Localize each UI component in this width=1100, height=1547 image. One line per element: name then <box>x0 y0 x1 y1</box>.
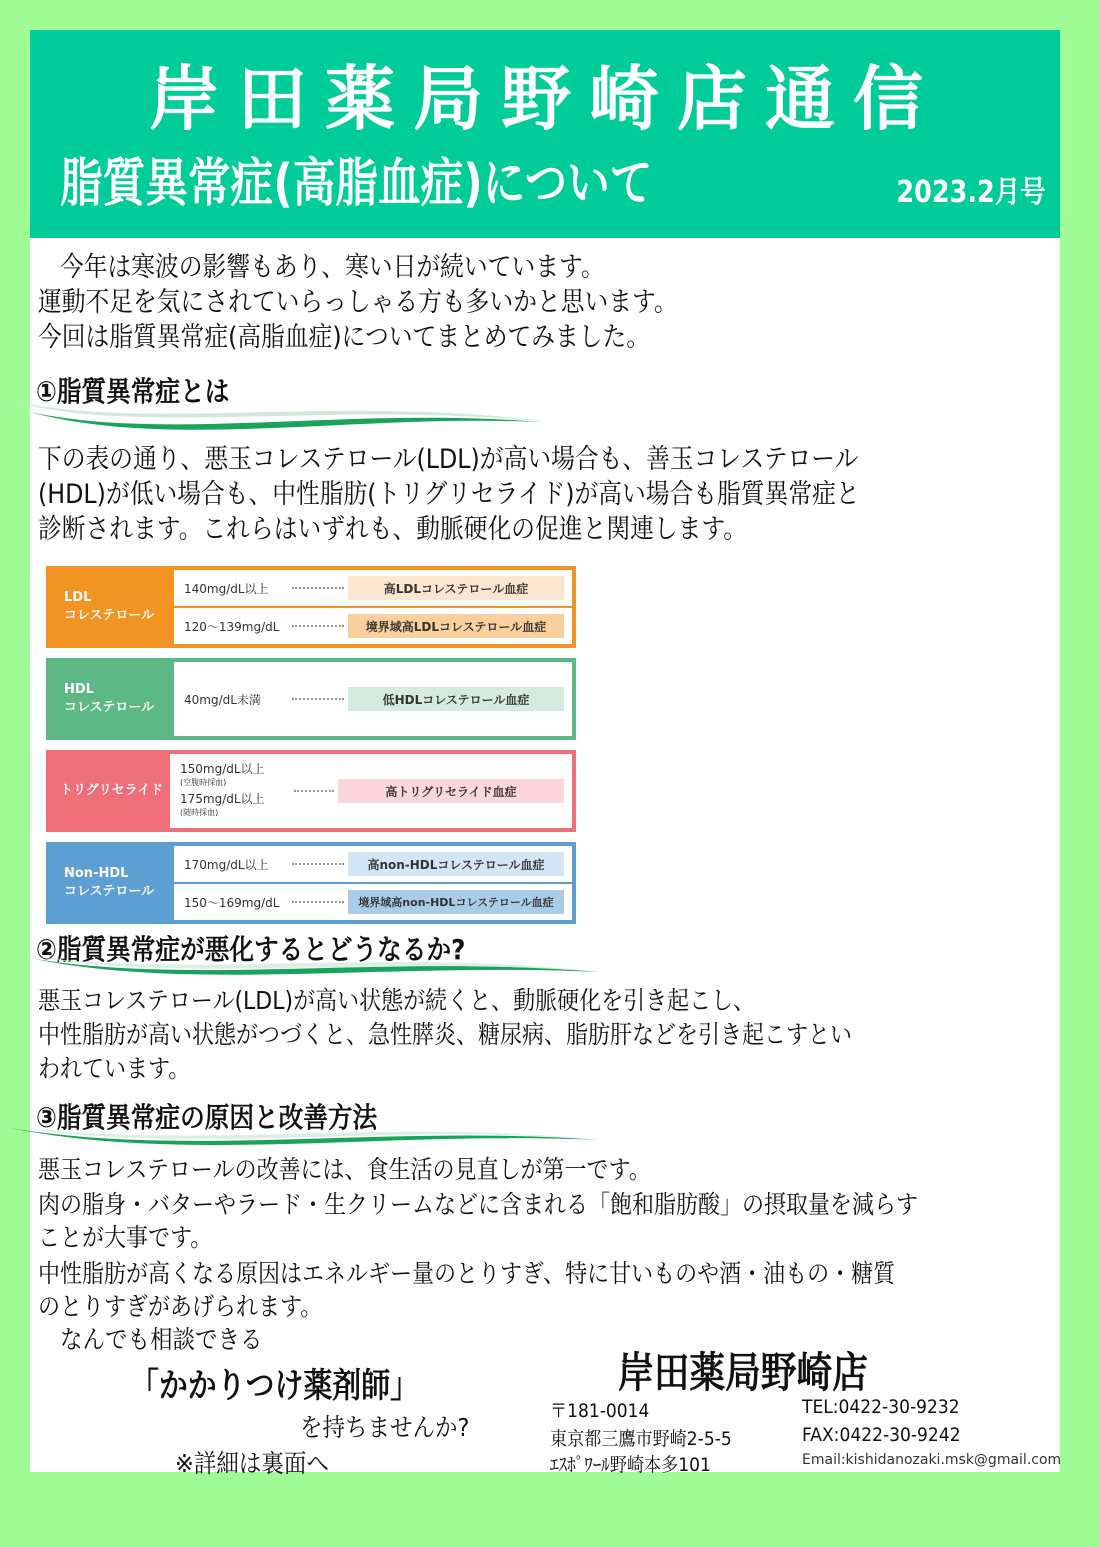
promo-details-note: ※詳細は裏面へ <box>175 1449 329 1478</box>
swoosh-decoration <box>10 392 570 442</box>
section1-heading: ①脂質異常症とは <box>36 375 230 408</box>
table-row: 120〜139mg/dL 境界域高LDLコレステロール血症 <box>174 608 572 644</box>
intro-line-2: 運動不足を気にされていらっしゃる方も多いかと思います。 <box>38 287 678 318</box>
section3-heading: ③脂質異常症の原因と改善方法 <box>36 1101 378 1134</box>
intro-line-3: 今回は脂質異常症(高脂血症)についてまとめてみました。 <box>38 322 651 353</box>
section1-line-3: 診断されます。これらはいずれも、動脈硬化の促進と関連します。 <box>38 514 748 545</box>
group-label: HDL コレステロール <box>50 662 174 736</box>
section3-line-2: 肉の脂身・バターやラード・生クリームなどに含まれる「飽和脂肪酸」の摂取量を減らす <box>38 1190 919 1219</box>
table-group-ldl <box>46 566 576 648</box>
group-label: LDL コレステロール <box>50 570 174 644</box>
table-group-non-hdl <box>46 842 576 924</box>
address-line-2: ｴｽﾎﾟﾜｰﾙ野崎本多101 <box>550 1454 711 1476</box>
promo-line-1: なんでも相談できる <box>60 1325 263 1354</box>
issue-label: 2023.2月号 <box>896 175 1046 210</box>
promo-line-3: を持ちませんか? <box>300 1413 470 1442</box>
table-group-hdl <box>46 658 576 740</box>
section3-line-4: 中性脂肪が高くなる原因はエネルギー量のとりすぎ、特に甘いものや酒・油もの・糖質 <box>38 1259 896 1288</box>
section2-line-3: われています。 <box>38 1054 191 1083</box>
tel-number: TEL:0422-30-9232 <box>802 1396 960 1418</box>
section3-line-1: 悪玉コレステロールの改善には、食生活の見直しが第一です。 <box>38 1155 651 1184</box>
section2-line-1: 悪玉コレステロール(LDL)が高い状態が続くと、動脈硬化を引き起こし、 <box>38 986 756 1015</box>
intro-line-1: 今年は寒波の影響もあり、寒い日が続いています。 <box>60 252 605 283</box>
address-line-1: 東京都三鷹市野崎2-5-5 <box>550 1428 732 1450</box>
table-group-triglyceride <box>46 750 576 832</box>
newsletter-sheet <box>30 30 1062 1478</box>
table-row: 170mg/dL以上 高non-HDLコレステロール血症 <box>174 846 572 884</box>
group-label: Non-HDL コレステロール <box>50 846 174 920</box>
promo-line-2: 「かかりつけ薬剤師」 <box>130 1366 419 1406</box>
section3-line-3: ことが大事です。 <box>38 1223 213 1252</box>
section1-line-2: (HDL)が低い場合も、中性脂肪(トリグリセライド)が高い場合も脂質異常症と <box>38 479 860 510</box>
postal-code: 〒181-0014 <box>550 1400 650 1422</box>
table-row: 140mg/dL以上 高LDLコレステロール血症 <box>174 570 572 608</box>
group-label: トリグリセライド <box>50 754 170 828</box>
table-row: 150mg/dL以上 (空腹時採血) 175mg/dL以上 (随時採血) 高トリグリセライド血症 <box>170 756 572 826</box>
fax-number: FAX:0422-30-9242 <box>802 1424 961 1446</box>
header-banner <box>30 30 1060 238</box>
diagnosis-criteria-table <box>46 566 576 934</box>
section2-line-2: 中性脂肪が高い状態がつづくと、急性膵炎、糖尿病、脂肪肝などを引き起こすとい <box>38 1020 853 1049</box>
newsletter-title: 岸田薬局野崎店通信 <box>149 58 941 140</box>
newsletter-subtitle: 脂質異常症(高脂血症)について <box>60 154 653 214</box>
email-address[interactable]: Email:kishidanozaki.msk@gmail.com <box>802 1452 1062 1468</box>
section1-line-1: 下の表の通り、悪玉コレステロール(LDL)が高い場合も、善玉コレステロール <box>38 444 859 475</box>
table-row: 150〜169mg/dL 境界域高non-HDLコレステロール血症 <box>174 884 572 920</box>
store-name: 岸田薬局野崎店 <box>618 1348 868 1397</box>
swoosh-decoration <box>10 948 610 988</box>
table-row: 40mg/dL未満 低HDLコレステロール血症 <box>174 681 572 717</box>
section3-line-5: のとりすぎがあげられます。 <box>38 1292 323 1321</box>
section2-heading: ②脂質異常症が悪化するとどうなるか? <box>36 933 466 966</box>
